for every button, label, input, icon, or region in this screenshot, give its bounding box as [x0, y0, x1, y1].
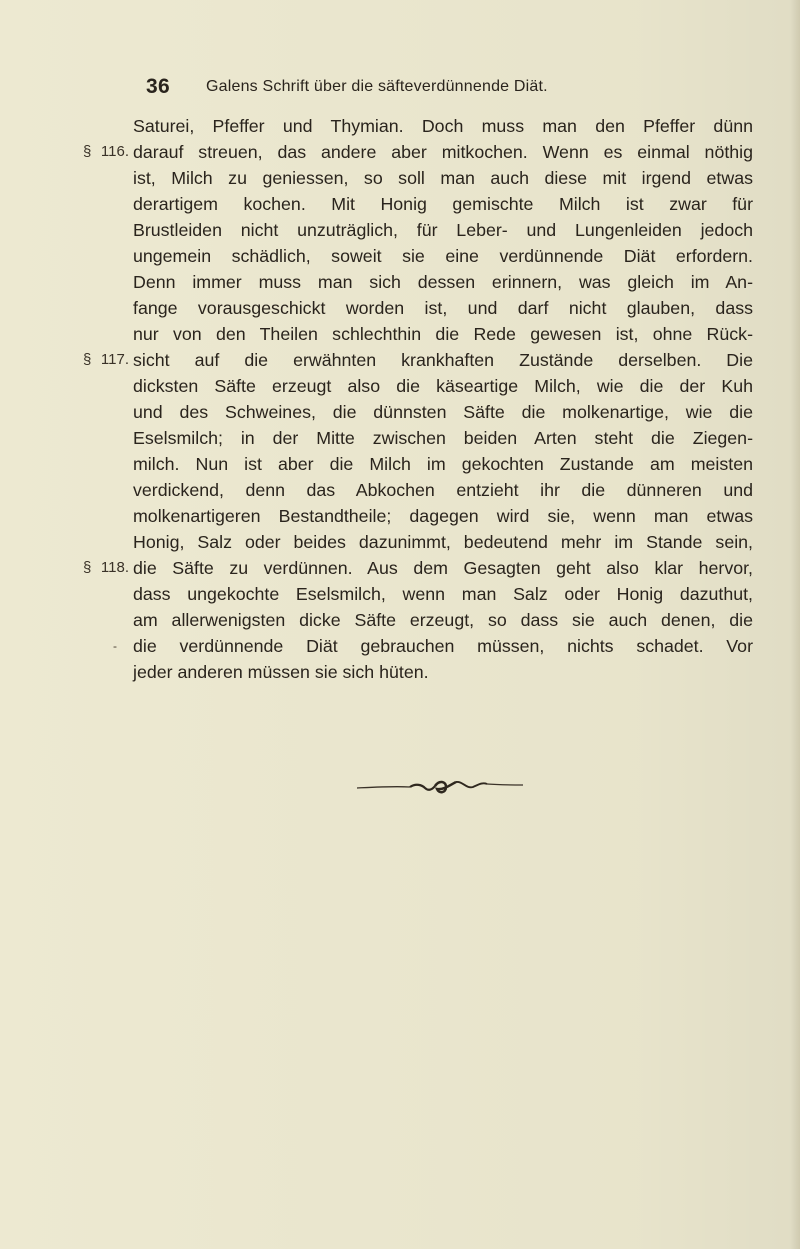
- text-line-21: [113, 633, 753, 659]
- main-text-block: [83, 113, 753, 685]
- text-line-17-content: Honig, Salz oder beides dazunimmt, bedeutend mehr im Stande sein,: [133, 532, 753, 552]
- text-line-20: [133, 607, 753, 633]
- text-line-7: [133, 269, 753, 295]
- text-line-11-content: dicksten Säfte erzeugt also die käseartige Milch, wie die der Kuh: [133, 376, 753, 396]
- ornament-center-flourish: [435, 782, 456, 792]
- text-line-19: [133, 581, 753, 607]
- text-line-2: [83, 139, 753, 165]
- ornament-center-left-swirl: [410, 785, 435, 790]
- text-line-9-content: nur von den Theilen schlechthin die Rede gewesen ist, ohne Rück-: [133, 324, 753, 344]
- text-line-18-content: die Säfte zu verdünnen. Aus dem Gesagten geht also klar hervor,: [133, 558, 753, 578]
- text-line-16-content: molkenartigeren Bestandtheile; dagegen wird sie, wenn man etwas: [133, 506, 753, 526]
- text-line-3: [133, 165, 753, 191]
- text-line-18: [83, 555, 753, 581]
- text-line-15: [133, 477, 753, 503]
- text-line-10-content: sicht auf die erwähnten krankhaften Zustände derselben. Die: [133, 350, 753, 370]
- text-line-17: [133, 529, 753, 555]
- text-line-3-content: ist, Milch zu geniessen, so soll man auch diese mit irgend etwas: [133, 168, 753, 188]
- page-header: [146, 72, 616, 102]
- section-marker-118: § 118.: [83, 559, 129, 576]
- margin-hyphen-mark: -: [113, 639, 117, 653]
- text-line-1: [133, 113, 753, 139]
- ornament-left-line: [357, 787, 410, 788]
- text-line-8-content: fange vorausgeschickt worden ist, und darf nicht glauben, dass: [133, 298, 753, 318]
- text-line-7-content: Denn immer muss man sich dessen erinnern, was gleich im An-: [133, 272, 753, 292]
- text-line-5-content: Brustleiden nicht unzuträglich, für Leber- und Lungenleiden jedoch: [133, 220, 753, 240]
- text-line-21-content: die verdünnende Diät gebrauchen müssen, nichts schadet. Vor: [133, 636, 753, 656]
- text-line-6: [133, 243, 753, 269]
- section-marker-116: § 116.: [83, 143, 129, 160]
- text-line-5: [133, 217, 753, 243]
- text-line-10: [83, 347, 753, 373]
- section-marker-117: § 117.: [83, 351, 129, 368]
- text-line-22-content: jeder anderen müssen sie sich hüten.: [133, 662, 429, 682]
- running-title: Galens Schrift über die säfteverdünnende Diät.: [205, 78, 548, 95]
- text-line-22: [133, 659, 753, 685]
- text-line-11: [133, 373, 753, 399]
- ornament-center-right-swirl: [456, 782, 487, 787]
- text-line-8: [133, 295, 753, 321]
- decorative-ornament: [355, 775, 525, 799]
- text-line-4: [133, 191, 753, 217]
- text-line-20-content: am allerwenigsten dicke Säfte erzeugt, so dass sie auch denen, die: [133, 610, 753, 630]
- text-line-12: [133, 399, 753, 425]
- text-line-15-content: verdickend, denn das Abkochen entzieht ihr die dünneren und: [133, 480, 753, 500]
- text-line-13: [133, 425, 753, 451]
- text-line-1-content: Saturei, Pfeffer und Thymian. Doch muss man den Pfeffer dünn: [133, 116, 753, 136]
- text-line-13-content: Eselsmilch; in der Mitte zwischen beiden Arten steht die Ziegen-: [133, 428, 753, 448]
- text-line-4-content: derartigem kochen. Mit Honig gemischte Milch ist zwar für: [133, 194, 753, 214]
- text-line-9: [133, 321, 753, 347]
- text-line-19-content: dass ungekochte Eselsmilch, wenn man Salz oder Honig dazuthut,: [133, 584, 753, 604]
- text-line-12-content: und des Schweines, die dünnsten Säfte die molkenartige, wie die: [133, 402, 753, 422]
- text-line-6-content: ungemein schädlich, soweit sie eine verdünnende Diät erfordern.: [133, 246, 753, 266]
- page-number: 36: [146, 75, 170, 98]
- text-line-14: [133, 451, 753, 477]
- text-line-16: [133, 503, 753, 529]
- text-line-14-content: milch. Nun ist aber die Milch im gekochten Zustande am meisten: [133, 454, 753, 474]
- text-line-2-content: darauf streuen, das andere aber mitkochen. Wenn es einmal nöthig: [133, 142, 753, 162]
- page-edge-shadow: [790, 0, 800, 1249]
- ornament-right-line: [487, 784, 523, 785]
